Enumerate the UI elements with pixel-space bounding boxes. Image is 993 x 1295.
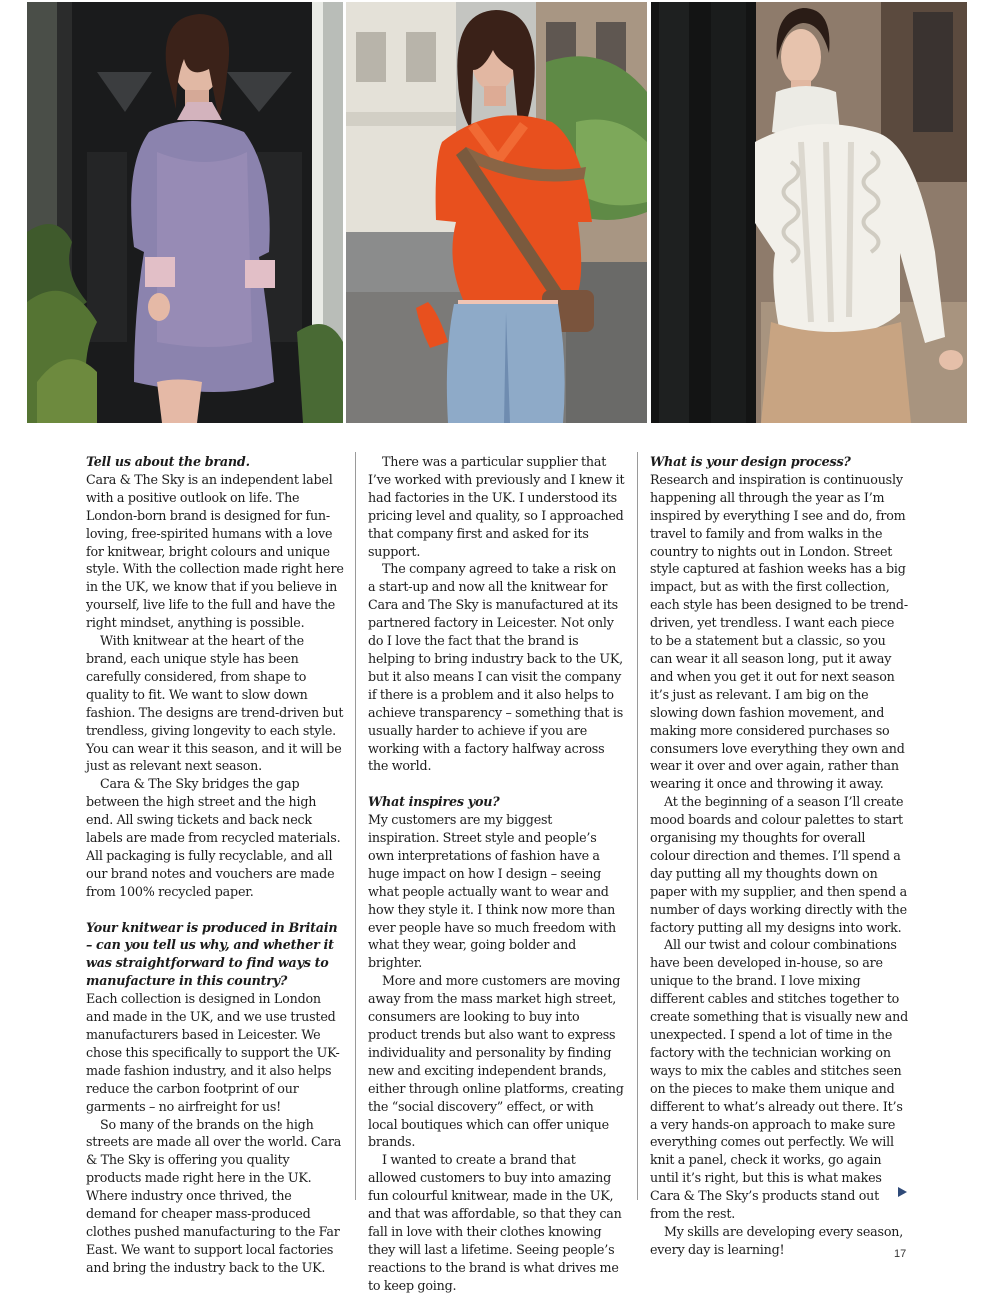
continue-arrow-icon xyxy=(898,1187,907,1197)
page-number: 17 xyxy=(894,1248,907,1260)
paragraph: Cara & The Sky bridges the gap between the high street and the high end. All swing tickets and back neck labels are made from recycled materials. All packaging is fully recyclable, and all our brand notes and vouchers are made from 100% recycled paper. xyxy=(86,776,341,899)
photo-orange-cropped-jumper xyxy=(346,2,647,423)
column-divider xyxy=(637,452,638,1200)
paragraph: I wanted to create a brand that allowed customers to buy into amazing fun colourful knitwear, made in the UK, and that was affordable, so that they can fall in love with their clothes knowing they will last a lifetime. Seeing people’s reactions to the brand is what drives me to keep going. xyxy=(368,1152,622,1293)
paragraph: My customers are my biggest inspiration. Street style and people’s own interpretations of fashion have a huge impact on how I design – seeing what people actually want to wear and how they style it. I think now more than ever people have so much freedom with what they wear, going bolder and brighter. xyxy=(368,812,617,971)
paragraph: Research and inspiration is continuously happening all through the year as I’m inspired by everything I see and do, from travel to family and from walks in the country to nights out in London. Street style captured at fashion weeks has a big impact, but as with the first collection, each style has been designed to be trend-driven, yet trendless. I want each piece to be a statement but a classic, so you can wear it all season long, put it away and when you get it out for next season it’s just as relevant. I am big on the slowing down fashion movement, and making more considered purchases so consumers love everything they own and wear it over and over again, rather than wearing it once and throwing it away. xyxy=(650,471,908,792)
paragraph: There was a particular supplier that I’ve worked with previously and I knew it had factories in the UK. I understood its pricing level and quality, so I approached that company first and asked for its support. xyxy=(368,454,625,559)
section-heading: What is your design process? xyxy=(650,454,851,469)
section-heading: What inspires you? xyxy=(368,794,500,810)
section-heading: Your knitwear is produced in Britain – can you tell us why, and whether it was straightforward to find ways to manufacture in this country? xyxy=(86,919,338,989)
article-column-1 xyxy=(86,453,344,1277)
paragraph: Each collection is designed in London and made in the UK, and we use trusted manufacturers based in Leicester. We chose this specifically to support the UK-made fashion industry, and it also helps reduce the carbon footprint of our garments – no airfreight for us! xyxy=(86,991,340,1114)
photo-purple-knit-dress xyxy=(27,2,343,423)
paragraph: With knitwear at the heart of the brand, each unique style has been carefully considered, from shape to quality to fit. We want to slow down fashion. The designs are trend-driven but trendless, giving longevity to each style. You can wear it this season, and it will be just as relevant next season. xyxy=(86,633,344,774)
paragraph: More and more customers are moving away from the mass market high street, consumers are looking to buy into product trends but also want to express individuality and personality by finding new and exciting independent brands, either through online platforms, creating the “social discovery” effect, or with local boutiques which can offer unique brands. xyxy=(368,973,624,1150)
paragraph: Cara & The Sky is an independent label with a positive outlook on life. The London-born brand is designed for fun-loving, free-spirited humans with a love for knitwear, bright colours and unique style. With the collection made right here in the UK, we know that if you believe in yourself, live life to the full and have the right mindset, anything is possible. xyxy=(86,471,344,631)
paragraph: My skills are developing every season, every day is learning! xyxy=(650,1223,904,1257)
paragraph: At the beginning of a season I’ll create mood boards and colour palettes to start organising my thoughts for overall colour direction and themes. I’ll spend a day putting all my thoughts down on paper with my supplier, and then spend a number of days working directly with the factory putting all my designs into work. xyxy=(650,794,907,935)
section-heading: Tell us about the brand. xyxy=(86,454,250,469)
paragraph: So many of the brands on the high streets are made all over the world. Cara & The Sky is offering you quality products made right here in the UK. Where industry once thrived, the demand for cheaper mass-produced clothes pushed manufacturing to the Far East. We want to support local factories and bring the industry back to the UK. xyxy=(86,1116,342,1275)
paragraph: All our twist and colour combinations have been developed in-house, so are unique to the brand. I love mixing different cables and stitches together to create something that is visually new and unexpected. I spend a lot of time in the factory with the technician working on ways to mix the cables and stitches seen on the pieces to make them unique and different to what’s already out there. It’s a very hands-on approach to make sure everything comes out perfectly. We will knit a panel, check it works, go again until it’s right, but this is what makes Cara & The Sky’s products stand out from the rest. xyxy=(650,937,909,1222)
article-column-3 xyxy=(650,453,908,1259)
paragraph: The company agreed to take a risk on a start-up and now all the knitwear for Cara and The Sky is manufactured at its partnered factory in Leicester. Not only do I love the fact that the brand is helping to bring industry back to the UK, but it also means I can visit the company if there is a problem and it also helps to achieve transparency – something that is usually harder to achieve if you are working with a factory halfway across the world. xyxy=(368,561,624,774)
article-column-2 xyxy=(368,453,626,1295)
photo-cream-cable-jumper xyxy=(651,2,967,423)
column-divider xyxy=(355,452,356,1200)
